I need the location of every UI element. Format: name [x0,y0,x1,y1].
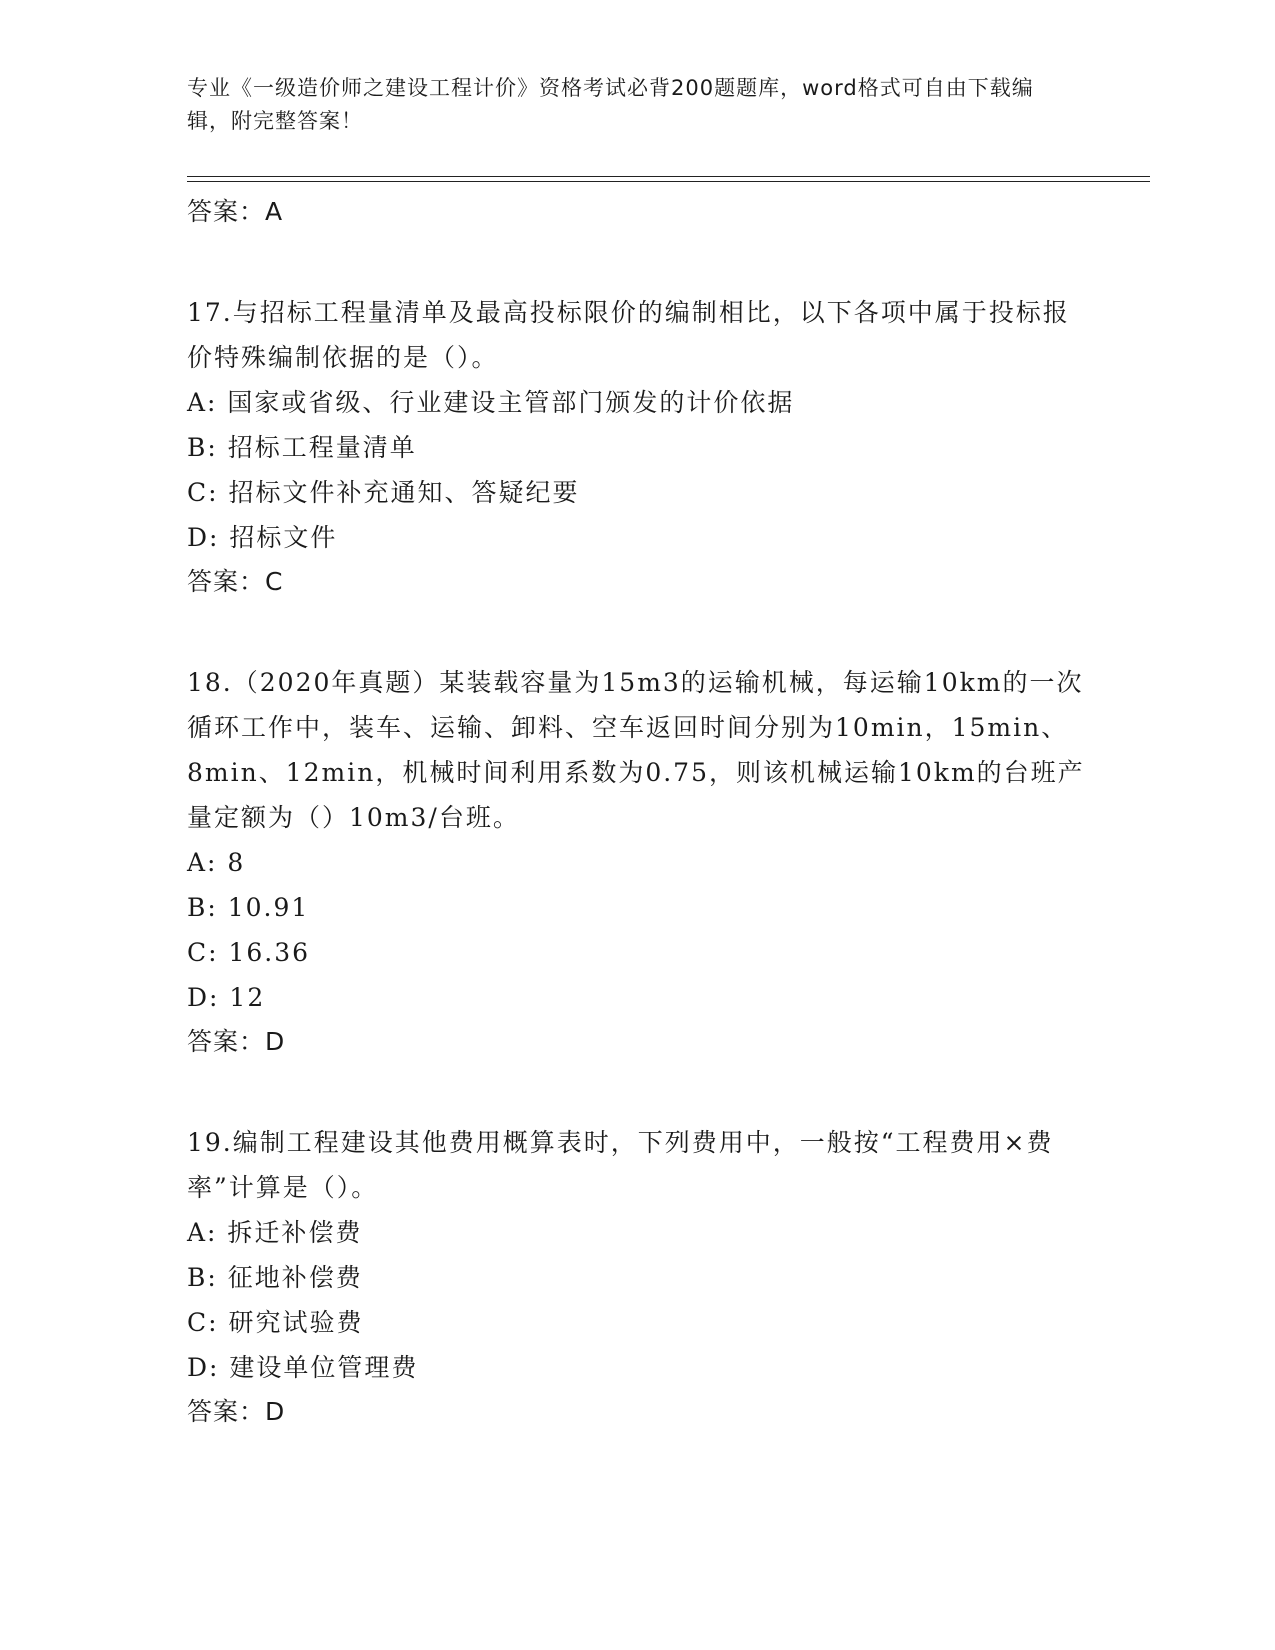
question-17 [187,290,1087,604]
option-d: D: 12 [187,983,266,1012]
question-stem: 17.与招标工程量清单及最高投标限价的编制相比，以下各项中属于投标报价特殊编制依据的是（）。 [187,298,1070,372]
answer-line: 答案：A [187,197,284,226]
question-19 [187,1120,1087,1434]
option-d: D: 招标文件 [187,523,338,552]
option-b: B: 招标工程量清单 [187,433,417,462]
option-c: C: 招标文件补充通知、答疑纪要 [187,478,580,507]
option-c: C: 研究试验费 [187,1308,364,1337]
option-b: B: 10.91 [187,893,310,922]
option-c: C: 16.36 [187,938,311,967]
question-list [187,190,1087,1434]
answer-line: 答案：D [187,1397,286,1426]
question-stem: 19.编制工程建设其他费用概算表时，下列费用中，一般按“工程费用×费率”计算是（）。 [187,1128,1054,1202]
header-rule-top [187,176,1150,177]
question-18 [187,660,1087,1064]
document-header: 专业《一级造价师之建设工程计价》资格考试必背200题题库，word格式可自由下载编辑，附完整答案！ [187,76,1034,133]
option-b: B: 征地补偿费 [187,1263,363,1292]
answer-line: 答案：C [187,567,284,596]
question-stem: 18.（2020年真题）某装载容量为15m3的运输机械，每运输10km的一次循环工作中，装车、运输、卸料、空车返回时间分别为10min，15min、8min、12min，机械时间利用系数为0.75，则该机械运输10km的台班产量定额为（）10m3/台班。 [187,668,1085,832]
header-rule-bottom [187,181,1150,182]
option-a: A: 国家或省级、行业建设主管部门颁发的计价依据 [187,388,795,417]
answer-line: 答案：D [187,1027,286,1056]
option-a: A: 8 [187,848,246,877]
option-d: D: 建设单位管理费 [187,1353,419,1382]
option-a: A: 拆迁补偿费 [187,1218,363,1247]
